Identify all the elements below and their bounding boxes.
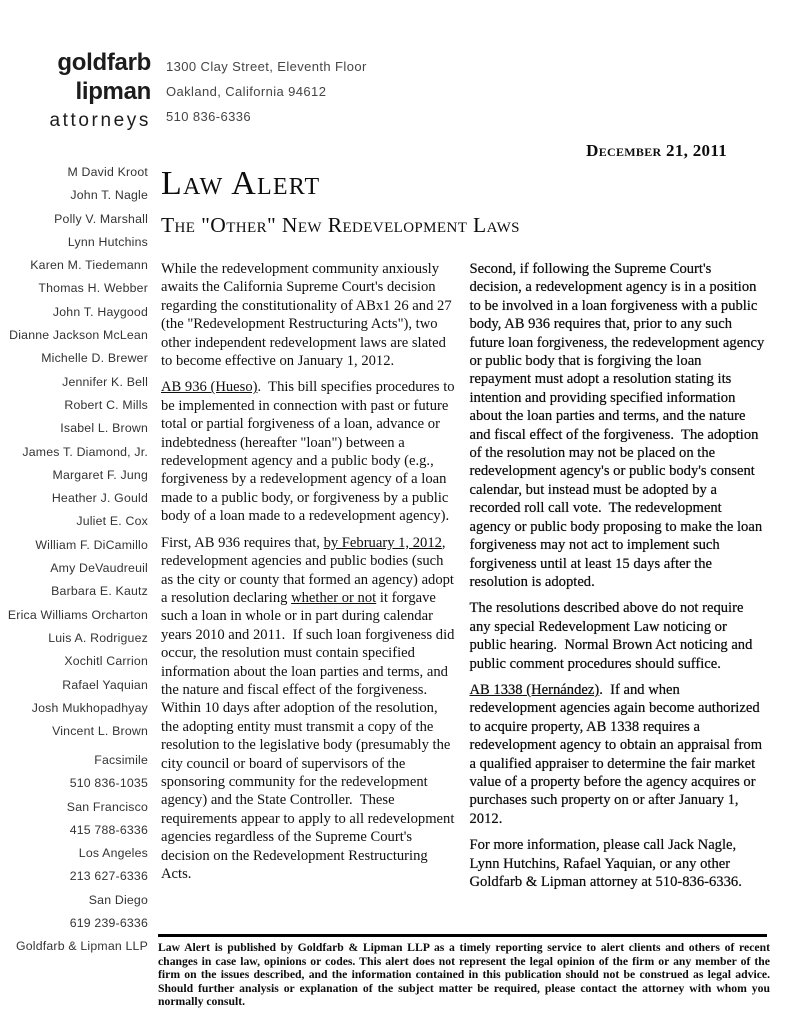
- office-contact-list: [0, 749, 148, 959]
- attorney-name: Josh Mukhopadhyay: [31, 700, 148, 715]
- body-paragraph: AB 936 (Hueso). This bill specifies procedures to be implemented in connection with past or future total or partial forgiveness of a loan, advance or indebtedness (hereafter "loan") between a redevelopment agency and a public body (e.g., forgiveness by a redevelopment agency of a loan made to a public body, or forgiveness by a public body of a loan made to a redevelopment agency).: [161, 379, 459, 525]
- body-column-right: [470, 260, 766, 899]
- attorney-name: Barbara E. Kautz: [51, 584, 148, 599]
- attorney-name: Rafael Yaquian: [62, 677, 148, 692]
- attorney-name: Amy DeVaudreuil: [50, 561, 148, 576]
- attorney-name: Margaret F. Jung: [52, 467, 148, 482]
- address-line: Oakland, California 94612: [166, 84, 327, 99]
- attorney-name: John T. Nagle: [70, 188, 148, 203]
- contact-line: Facsimile: [94, 753, 148, 767]
- firm-address: [166, 54, 367, 129]
- address-line: 1300 Clay Street, Eleventh Floor: [166, 59, 367, 74]
- attorney-name: John T. Haygood: [52, 304, 148, 319]
- logo-word-attorneys: attorneys: [49, 110, 151, 131]
- attorney-name: Erica Williams Orcharton: [7, 607, 148, 622]
- attorney-name: Michelle D. Brewer: [41, 351, 148, 366]
- contact-line: Los Angeles: [78, 846, 148, 861]
- document-date: December 21, 2011: [586, 141, 727, 160]
- body-paragraph: The resolutions described above do not require any special Redevelopment Law noticing or public hearing. Normal Brown Act noticing and public comment procedures should suffice.: [469, 600, 757, 672]
- attorney-name: Xochitl Carrion: [64, 654, 148, 669]
- footer-disclaimer: Law Alert is published by Goldfarb & Lipman LLP as a timely reporting service to alert clients and others of recent changes in case law, opinions or codes. This alert does not represent the legal opinion of the firm or any member of the firm on the issues described, and the information contained in this publication should not be construed as legal advice. Should further analysis or explanation of the subject matter be required, please contact the attorney with whom you normally consult.: [158, 941, 770, 1009]
- body-paragraph: AB 1338 (Hernández). If and when redevelopment agencies again become authorized to acquire property, AB 1338 requires a redevelopment agency to obtain an appraisal from a qualified appraiser to determine the fair market value of a property before the agency acquires or purchases such property on or after January 1, 2012.: [469, 681, 766, 827]
- attorney-name: Juliet E. Cox: [76, 514, 148, 529]
- attorney-name: James T. Diamond, Jr.: [22, 444, 148, 459]
- attorney-name: Karen M. Tiedemann: [30, 258, 148, 273]
- article-body: [161, 260, 768, 899]
- body-paragraph: Second, if following the Supreme Court's decision, a redevelopment agency is in a position to be involved in a loan forgiveness with a public body, AB 936 requires that, prior to any such future loan forgiveness, the redevelopment agency or public body that is forgiving the loan repayment must adopt a resolution stating its intention and providing specified information about the loan parties and terms, and the nature and fiscal effect of the forgiveness. The adoption of the resolution may not be placed on the redevelopment agency's or public body's consent calendar, but instead must be adopted by a recorded roll call vote. The redevelopment agency or public body proposing to make the loan forgiveness may not act to implement such forgiveness until at least 15 days after the resolution is adopted.: [469, 261, 768, 590]
- contact-line: San Francisco: [66, 799, 148, 814]
- contact-line: 213 627-6336: [69, 869, 148, 884]
- body-paragraph: For more information, please call Jack Nagle, Lynn Hutchins, Rafael Yaquian, or any other Goldfarb & Lipman attorney at 510-836-6336.: [469, 837, 742, 890]
- attorney-name: Heather J. Gould: [51, 491, 148, 506]
- contact-line: Goldfarb & Lipman LLP: [15, 939, 148, 954]
- contact-line: 619 239-6336: [69, 916, 148, 931]
- attorney-name: M David Kroot: [67, 165, 148, 179]
- attorney-name: Robert C. Mills: [64, 397, 148, 412]
- attorney-name: Jennifer K. Bell: [62, 374, 148, 389]
- firm-logo: [36, 48, 151, 135]
- body-column-left: [161, 260, 457, 899]
- headline: The "Other" New Redevelopment Laws: [161, 213, 520, 237]
- attorney-name: Thomas H. Webber: [38, 281, 148, 296]
- attorney-name: William F. DiCamillo: [35, 537, 148, 552]
- body-paragraph: First, AB 936 requires that, by February 1, 2012, redevelopment agencies and public bodies (such as the city or county that formed an agency) adopt a resolution declaring whether or not it forgave such a loan in whole or in part during calendar years 2010 and 2011. If such loan forgiveness did occur, the resolution must contain specified information about the loan parties and terms, and the nature and fiscal effect of the forgiveness. Within 10 days after adoption of the resolution, the adopting entity must transmit a copy of the resolution to the legislative body (presumably the city council or board of supervisors of the sponsoring community for the redevelopment agency) and the State Controller. These requirements appear to apply to all redevelopment agencies regardless of the Supreme Court's decision on the Redevelopment Restructuring Acts.: [161, 534, 459, 882]
- attorney-name: Dianne Jackson McLean: [9, 328, 148, 343]
- footer-divider: [158, 934, 767, 937]
- logo-word-lipman: lipman: [75, 78, 151, 105]
- attorney-name: Polly V. Marshall: [54, 211, 148, 226]
- attorney-name: Lynn Hutchins: [67, 234, 148, 249]
- contact-line: 415 788-6336: [69, 822, 148, 837]
- attorney-name: Isabel L. Brown: [60, 421, 148, 436]
- logo-word-goldfarb: goldfarb: [57, 49, 151, 76]
- alert-title: Law Alert: [161, 165, 321, 202]
- contact-line: San Diego: [88, 892, 148, 907]
- attorney-roster: [0, 161, 148, 743]
- contact-line: 510 836-1035: [69, 776, 148, 791]
- attorney-name: Vincent L. Brown: [52, 724, 148, 739]
- body-paragraph: While the redevelopment community anxiously awaits the California Supreme Court's decision regarding the constitutionality of ABx1 26 and 27 (the "Redevelopment Restructuring Acts"), two other independent redevelopment laws are slated to become effective on January 1, 2012.: [161, 261, 456, 370]
- attorney-name: Luis A. Rodriguez: [48, 630, 148, 645]
- address-line: 510 836-6336: [166, 109, 252, 124]
